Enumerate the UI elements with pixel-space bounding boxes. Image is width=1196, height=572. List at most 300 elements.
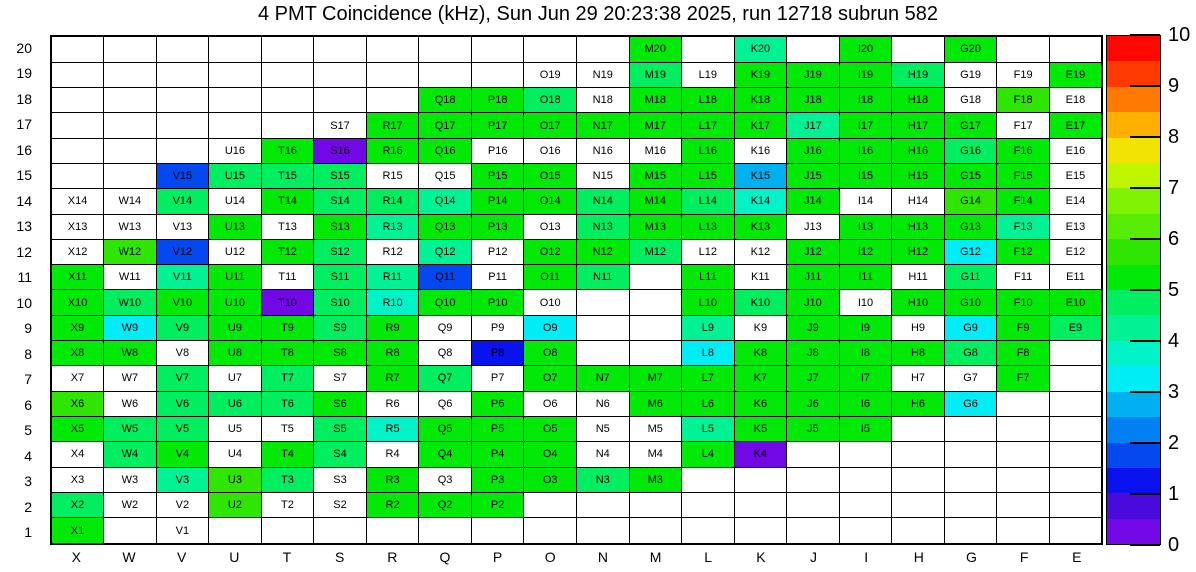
heatmap-cell-L11: L11 bbox=[682, 265, 735, 290]
heatmap-cell-G11: G11 bbox=[944, 265, 997, 290]
heatmap-cell-N13: N13 bbox=[576, 214, 629, 239]
x-axis-label: T bbox=[282, 549, 292, 565]
heatmap-cell-S11: S11 bbox=[314, 265, 367, 290]
heatmap-cell-L13: L13 bbox=[682, 214, 735, 239]
colorbar-band bbox=[1107, 214, 1160, 239]
heatmap-cell-J11: J11 bbox=[787, 265, 840, 290]
heatmap-cell-X7: X7 bbox=[51, 366, 104, 391]
y-axis-label: 13 bbox=[16, 218, 32, 235]
heatmap-cell-U9: U9 bbox=[209, 315, 262, 340]
heatmap-cell-Q13: Q13 bbox=[419, 214, 472, 239]
heatmap-cell-Q3: Q3 bbox=[419, 467, 472, 492]
heatmap-cell-P11: P11 bbox=[471, 265, 524, 290]
heatmap-cell-L5: L5 bbox=[682, 416, 735, 441]
heatmap-cell-V4: V4 bbox=[156, 442, 209, 467]
colorbar-tick bbox=[1130, 340, 1160, 342]
heatmap-cell-empty bbox=[787, 36, 840, 62]
heatmap-cell-N6: N6 bbox=[576, 391, 629, 416]
heatmap-cell-empty bbox=[682, 518, 735, 544]
heatmap-cell-empty bbox=[261, 518, 314, 544]
y-axis-label: 4 bbox=[24, 447, 32, 464]
heatmap-cell-empty bbox=[839, 442, 892, 467]
heatmap-cell-U11: U11 bbox=[209, 265, 262, 290]
heatmap-cell-empty bbox=[629, 315, 682, 340]
heatmap-cell-empty bbox=[104, 113, 157, 138]
heatmap-cell-F8: F8 bbox=[997, 341, 1050, 366]
heatmap-cell-empty bbox=[51, 62, 104, 87]
colorbar-tick-label: 9 bbox=[1168, 75, 1180, 97]
heatmap-cell-empty bbox=[261, 36, 314, 62]
heatmap-cell-M3: M3 bbox=[629, 467, 682, 492]
heatmap-cell-P4: P4 bbox=[471, 442, 524, 467]
heatmap-cell-Q5: Q5 bbox=[419, 416, 472, 441]
heatmap-cell-empty bbox=[524, 36, 577, 62]
y-axis-label: 17 bbox=[16, 116, 32, 133]
heatmap-cell-M12: M12 bbox=[629, 239, 682, 264]
heatmap-cell-Q11: Q11 bbox=[419, 265, 472, 290]
heatmap-cell-G20: G20 bbox=[944, 36, 997, 62]
heatmap-cell-P9: P9 bbox=[471, 315, 524, 340]
colorbar-band bbox=[1107, 163, 1160, 188]
heatmap-cell-Q10: Q10 bbox=[419, 290, 472, 315]
heatmap-cell-R17: R17 bbox=[366, 113, 419, 138]
heatmap-cell-O17: O17 bbox=[524, 113, 577, 138]
heatmap-cell-M17: M17 bbox=[629, 113, 682, 138]
colorbar-tick-label: 5 bbox=[1168, 279, 1180, 301]
heatmap-cell-empty bbox=[734, 467, 787, 492]
heatmap-cell-empty bbox=[366, 88, 419, 113]
heatmap-cell-L6: L6 bbox=[682, 391, 735, 416]
heatmap-cell-empty bbox=[892, 492, 945, 517]
colorbar-band bbox=[1107, 392, 1160, 417]
heatmap-cell-empty bbox=[104, 138, 157, 163]
colorbar-band bbox=[1107, 112, 1160, 137]
colorbar-tick-label: 1 bbox=[1168, 483, 1180, 505]
heatmap-cell-T6: T6 bbox=[261, 391, 314, 416]
heatmap-cell-empty bbox=[419, 36, 472, 62]
heatmap-cell-O4: O4 bbox=[524, 442, 577, 467]
heatmap-cell-empty bbox=[997, 36, 1050, 62]
heatmap-cell-O12: O12 bbox=[524, 239, 577, 264]
heatmap-cell-S8: S8 bbox=[314, 341, 367, 366]
heatmap-cell-F18: F18 bbox=[997, 88, 1050, 113]
heatmap-cell-I10: I10 bbox=[839, 290, 892, 315]
heatmap-cell-T5: T5 bbox=[261, 416, 314, 441]
heatmap-cell-G6: G6 bbox=[944, 391, 997, 416]
heatmap-cell-empty bbox=[314, 518, 367, 544]
heatmap-cell-Q7: Q7 bbox=[419, 366, 472, 391]
colorbar-tick-label: 10 bbox=[1168, 24, 1191, 46]
heatmap-cell-empty bbox=[997, 442, 1050, 467]
x-axis-label: K bbox=[756, 549, 766, 565]
heatmap-cell-K13: K13 bbox=[734, 214, 787, 239]
heatmap-cell-empty bbox=[1049, 442, 1102, 467]
y-axis-label: 6 bbox=[24, 396, 32, 413]
heatmap-cell-empty bbox=[419, 62, 472, 87]
heatmap-cell-empty bbox=[104, 518, 157, 544]
heatmap-cell-Q15: Q15 bbox=[419, 163, 472, 188]
heatmap-cell-Q16: Q16 bbox=[419, 138, 472, 163]
heatmap-cell-J13: J13 bbox=[787, 214, 840, 239]
heatmap-cell-empty bbox=[629, 265, 682, 290]
colorbar-tick bbox=[1130, 391, 1160, 393]
y-axis-label: 15 bbox=[16, 167, 32, 184]
heatmap-cell-S4: S4 bbox=[314, 442, 367, 467]
heatmap-cell-J7: J7 bbox=[787, 366, 840, 391]
heatmap-cell-empty bbox=[944, 518, 997, 544]
colorbar-tick bbox=[1130, 34, 1160, 36]
heatmap-cell-R14: R14 bbox=[366, 189, 419, 214]
colorbar-band bbox=[1107, 519, 1160, 544]
y-axis-label: 14 bbox=[16, 192, 32, 209]
heatmap-cell-O13: O13 bbox=[524, 214, 577, 239]
heatmap-cell-empty bbox=[104, 62, 157, 87]
heatmap-cell-R16: R16 bbox=[366, 138, 419, 163]
y-axis-label: 9 bbox=[24, 320, 32, 337]
heatmap-cell-empty bbox=[629, 341, 682, 366]
heatmap-cell-empty bbox=[471, 518, 524, 544]
heatmap-cell-K15: K15 bbox=[734, 163, 787, 188]
heatmap-cell-W13: W13 bbox=[104, 214, 157, 239]
heatmap-cell-L18: L18 bbox=[682, 88, 735, 113]
heatmap-cell-empty bbox=[104, 163, 157, 188]
heatmap-cell-M19: M19 bbox=[629, 62, 682, 87]
colorbar-tick-label: 3 bbox=[1168, 381, 1180, 403]
heatmap-cell-W8: W8 bbox=[104, 341, 157, 366]
heatmap-cell-P12: P12 bbox=[471, 239, 524, 264]
heatmap-cell-S2: S2 bbox=[314, 492, 367, 517]
heatmap-cell-empty bbox=[682, 467, 735, 492]
heatmap-cell-E19: E19 bbox=[1049, 62, 1102, 87]
heatmap-cell-U5: U5 bbox=[209, 416, 262, 441]
heatmap-cell-R11: R11 bbox=[366, 265, 419, 290]
heatmap-cell-W14: W14 bbox=[104, 189, 157, 214]
heatmap-cell-S10: S10 bbox=[314, 290, 367, 315]
heatmap-cell-P6: P6 bbox=[471, 391, 524, 416]
heatmap-cell-X10: X10 bbox=[51, 290, 104, 315]
heatmap-cell-V8: V8 bbox=[156, 341, 209, 366]
colorbar-band bbox=[1107, 239, 1160, 264]
heatmap-cell-J10: J10 bbox=[787, 290, 840, 315]
heatmap-cell-N3: N3 bbox=[576, 467, 629, 492]
heatmap-cell-K14: K14 bbox=[734, 189, 787, 214]
heatmap-cell-W9: W9 bbox=[104, 315, 157, 340]
colorbar-band bbox=[1107, 138, 1160, 163]
heatmap-cell-J16: J16 bbox=[787, 138, 840, 163]
heatmap-cell-M15: M15 bbox=[629, 163, 682, 188]
heatmap-cell-empty bbox=[787, 492, 840, 517]
heatmap-cell-L16: L16 bbox=[682, 138, 735, 163]
heatmap-cell-P14: P14 bbox=[471, 189, 524, 214]
colorbar-band bbox=[1107, 36, 1160, 61]
heatmap-cell-S15: S15 bbox=[314, 163, 367, 188]
colorbar-band bbox=[1107, 315, 1160, 340]
heatmap-cell-H19: H19 bbox=[892, 62, 945, 87]
heatmap-cell-L19: L19 bbox=[682, 62, 735, 87]
heatmap-cell-S16: S16 bbox=[314, 138, 367, 163]
heatmap-cell-T14: T14 bbox=[261, 189, 314, 214]
heatmap-cell-J15: J15 bbox=[787, 163, 840, 188]
heatmap-cell-W6: W6 bbox=[104, 391, 157, 416]
heatmap-cell-empty bbox=[156, 138, 209, 163]
heatmap-cell-empty bbox=[839, 467, 892, 492]
heatmap-cell-V3: V3 bbox=[156, 467, 209, 492]
heatmap-cell-empty bbox=[314, 36, 367, 62]
heatmap-cell-P2: P2 bbox=[471, 492, 524, 517]
heatmap-cell-O18: O18 bbox=[524, 88, 577, 113]
y-axis-label: 8 bbox=[24, 345, 32, 362]
heatmap-cell-M4: M4 bbox=[629, 442, 682, 467]
heatmap-cell-empty bbox=[787, 442, 840, 467]
heatmap-cell-empty bbox=[839, 492, 892, 517]
colorbar-band bbox=[1107, 290, 1160, 315]
heatmap-cell-S9: S9 bbox=[314, 315, 367, 340]
x-axis-label: N bbox=[597, 549, 608, 565]
x-axis-label: H bbox=[913, 549, 924, 565]
heatmap-cell-I9: I9 bbox=[839, 315, 892, 340]
heatmap-cell-N4: N4 bbox=[576, 442, 629, 467]
heatmap-cell-G9: G9 bbox=[944, 315, 997, 340]
heatmap-cell-P18: P18 bbox=[471, 88, 524, 113]
heatmap-grid bbox=[50, 35, 1103, 545]
heatmap-cell-K5: K5 bbox=[734, 416, 787, 441]
x-axis-label: E bbox=[1072, 549, 1082, 565]
heatmap-cell-N11: N11 bbox=[576, 265, 629, 290]
heatmap-cell-G16: G16 bbox=[944, 138, 997, 163]
heatmap-cell-F14: F14 bbox=[997, 189, 1050, 214]
colorbar-band bbox=[1107, 87, 1160, 112]
heatmap-cell-R2: R2 bbox=[366, 492, 419, 517]
heatmap-cell-J12: J12 bbox=[787, 239, 840, 264]
heatmap-cell-F12: F12 bbox=[997, 239, 1050, 264]
heatmap-cell-empty bbox=[156, 36, 209, 62]
heatmap-cell-R13: R13 bbox=[366, 214, 419, 239]
y-axis-labels bbox=[0, 35, 46, 545]
heatmap-cell-H9: H9 bbox=[892, 315, 945, 340]
heatmap-cell-V15: V15 bbox=[156, 163, 209, 188]
heatmap-cell-Q18: Q18 bbox=[419, 88, 472, 113]
y-axis-label: 16 bbox=[16, 141, 32, 158]
heatmap-cell-empty bbox=[51, 88, 104, 113]
y-axis-label: 3 bbox=[24, 473, 32, 490]
heatmap-cell-empty bbox=[997, 518, 1050, 544]
x-axis-label: S bbox=[334, 549, 345, 565]
heatmap-cell-M13: M13 bbox=[629, 214, 682, 239]
heatmap-cell-H10: H10 bbox=[892, 290, 945, 315]
heatmap-cell-H13: H13 bbox=[892, 214, 945, 239]
heatmap-cell-empty bbox=[1049, 36, 1102, 62]
heatmap-cell-empty bbox=[314, 62, 367, 87]
heatmap-cell-H14: H14 bbox=[892, 189, 945, 214]
heatmap-cell-N15: N15 bbox=[576, 163, 629, 188]
heatmap-cell-L14: L14 bbox=[682, 189, 735, 214]
heatmap-cell-empty bbox=[366, 62, 419, 87]
heatmap-cell-X9: X9 bbox=[51, 315, 104, 340]
heatmap-cell-F9: F9 bbox=[997, 315, 1050, 340]
heatmap-cell-N5: N5 bbox=[576, 416, 629, 441]
x-axis-label: J bbox=[810, 549, 818, 565]
y-axis-label: 11 bbox=[17, 269, 32, 286]
heatmap-cell-S17: S17 bbox=[314, 113, 367, 138]
colorbar-tick bbox=[1130, 544, 1160, 546]
heatmap-cell-K7: K7 bbox=[734, 366, 787, 391]
heatmap-cell-empty bbox=[576, 492, 629, 517]
heatmap-cell-O19: O19 bbox=[524, 62, 577, 87]
heatmap-cell-G18: G18 bbox=[944, 88, 997, 113]
heatmap-cell-empty bbox=[104, 88, 157, 113]
heatmap-cell-R10: R10 bbox=[366, 290, 419, 315]
heatmap-cell-O8: O8 bbox=[524, 341, 577, 366]
heatmap-cell-empty bbox=[734, 518, 787, 544]
heatmap-cell-empty bbox=[997, 492, 1050, 517]
heatmap-cell-X13: X13 bbox=[51, 214, 104, 239]
heatmap-cell-empty bbox=[576, 341, 629, 366]
y-axis-label: 18 bbox=[16, 90, 32, 107]
heatmap-cell-empty bbox=[734, 492, 787, 517]
heatmap-cell-R8: R8 bbox=[366, 341, 419, 366]
heatmap-cell-U15: U15 bbox=[209, 163, 262, 188]
heatmap-cell-O6: O6 bbox=[524, 391, 577, 416]
x-axis-label: O bbox=[544, 549, 556, 565]
heatmap-cell-O16: O16 bbox=[524, 138, 577, 163]
colorbar-tick bbox=[1130, 442, 1160, 444]
heatmap-cell-Q12: Q12 bbox=[419, 239, 472, 264]
heatmap-cell-empty bbox=[839, 518, 892, 544]
heatmap-cell-S5: S5 bbox=[314, 416, 367, 441]
heatmap-cell-X4: X4 bbox=[51, 442, 104, 467]
heatmap-cell-empty bbox=[892, 518, 945, 544]
heatmap-cell-V10: V10 bbox=[156, 290, 209, 315]
x-axis-label: R bbox=[387, 549, 398, 565]
heatmap-cell-empty bbox=[156, 62, 209, 87]
heatmap-cell-J6: J6 bbox=[787, 391, 840, 416]
heatmap-cell-L15: L15 bbox=[682, 163, 735, 188]
heatmap-cell-F7: F7 bbox=[997, 366, 1050, 391]
heatmap-cell-T12: T12 bbox=[261, 239, 314, 264]
heatmap-cell-empty bbox=[51, 113, 104, 138]
heatmap-cell-F19: F19 bbox=[997, 62, 1050, 87]
heatmap-cell-I18: I18 bbox=[839, 88, 892, 113]
heatmap-cell-empty bbox=[629, 290, 682, 315]
heatmap-cell-T10: T10 bbox=[261, 290, 314, 315]
heatmap-cell-J17: J17 bbox=[787, 113, 840, 138]
colorbar-tick bbox=[1130, 136, 1160, 138]
heatmap-cell-Q14: Q14 bbox=[419, 189, 472, 214]
heatmap-cell-Q4: Q4 bbox=[419, 442, 472, 467]
heatmap-cell-S12: S12 bbox=[314, 239, 367, 264]
heatmap-cell-W12: W12 bbox=[104, 239, 157, 264]
heatmap-cell-X12: X12 bbox=[51, 239, 104, 264]
heatmap-cell-G10: G10 bbox=[944, 290, 997, 315]
heatmap-cell-empty bbox=[944, 467, 997, 492]
heatmap-cell-U12: U12 bbox=[209, 239, 262, 264]
heatmap-cell-O14: O14 bbox=[524, 189, 577, 214]
heatmap-cell-R12: R12 bbox=[366, 239, 419, 264]
heatmap-cell-empty bbox=[156, 113, 209, 138]
y-axis-label: 2 bbox=[24, 498, 32, 515]
heatmap-cell-O5: O5 bbox=[524, 416, 577, 441]
heatmap-cell-empty bbox=[576, 290, 629, 315]
heatmap-cell-V12: V12 bbox=[156, 239, 209, 264]
heatmap-cell-empty bbox=[209, 113, 262, 138]
heatmap-cell-U8: U8 bbox=[209, 341, 262, 366]
heatmap-cell-X3: X3 bbox=[51, 467, 104, 492]
heatmap-cell-U7: U7 bbox=[209, 366, 262, 391]
heatmap-cell-empty bbox=[261, 62, 314, 87]
heatmap-cell-P16: P16 bbox=[471, 138, 524, 163]
heatmap-cell-empty bbox=[629, 518, 682, 544]
heatmap-cell-V7: V7 bbox=[156, 366, 209, 391]
heatmap-cell-W2: W2 bbox=[104, 492, 157, 517]
heatmap-cell-I14: I14 bbox=[839, 189, 892, 214]
heatmap-cell-I20: I20 bbox=[839, 36, 892, 62]
x-axis-label: U bbox=[229, 549, 240, 565]
heatmap-cell-J14: J14 bbox=[787, 189, 840, 214]
heatmap-cell-O11: O11 bbox=[524, 265, 577, 290]
heatmap-cell-I6: I6 bbox=[839, 391, 892, 416]
heatmap-cell-R3: R3 bbox=[366, 467, 419, 492]
heatmap-cell-E18: E18 bbox=[1049, 88, 1102, 113]
heatmap-cell-M5: M5 bbox=[629, 416, 682, 441]
heatmap-cell-X6: X6 bbox=[51, 391, 104, 416]
heatmap-cell-R9: R9 bbox=[366, 315, 419, 340]
heatmap-cell-L17: L17 bbox=[682, 113, 735, 138]
heatmap-cell-empty bbox=[314, 88, 367, 113]
x-axis-label: I bbox=[864, 549, 869, 565]
heatmap-cell-J9: J9 bbox=[787, 315, 840, 340]
heatmap-cell-V11: V11 bbox=[156, 265, 209, 290]
heatmap-cell-E12: E12 bbox=[1049, 239, 1102, 264]
heatmap-cell-G7: G7 bbox=[944, 366, 997, 391]
heatmap-cell-I16: I16 bbox=[839, 138, 892, 163]
heatmap-cell-P3: P3 bbox=[471, 467, 524, 492]
x-axis-label: L bbox=[704, 549, 713, 565]
heatmap-cell-N17: N17 bbox=[576, 113, 629, 138]
heatmap-cell-K8: K8 bbox=[734, 341, 787, 366]
heatmap-cell-U13: U13 bbox=[209, 214, 262, 239]
heatmap-cell-empty bbox=[629, 492, 682, 517]
heatmap-cell-empty bbox=[261, 88, 314, 113]
x-axis-label: W bbox=[122, 549, 136, 565]
heatmap-cell-H7: H7 bbox=[892, 366, 945, 391]
heatmap-cell-T4: T4 bbox=[261, 442, 314, 467]
heatmap-cell-T7: T7 bbox=[261, 366, 314, 391]
heatmap-cell-G13: G13 bbox=[944, 214, 997, 239]
heatmap-cell-N18: N18 bbox=[576, 88, 629, 113]
heatmap-cell-F13: F13 bbox=[997, 214, 1050, 239]
heatmap-cell-K16: K16 bbox=[734, 138, 787, 163]
heatmap-cell-G14: G14 bbox=[944, 189, 997, 214]
heatmap-cell-K9: K9 bbox=[734, 315, 787, 340]
colorbar-band bbox=[1107, 188, 1160, 213]
heatmap-cell-I19: I19 bbox=[839, 62, 892, 87]
heatmap-cell-empty bbox=[209, 36, 262, 62]
heatmap-cell-M6: M6 bbox=[629, 391, 682, 416]
heatmap-cell-W11: W11 bbox=[104, 265, 157, 290]
heatmap-cell-X5: X5 bbox=[51, 416, 104, 441]
heatmap-cell-J8: J8 bbox=[787, 341, 840, 366]
heatmap-cell-empty bbox=[576, 36, 629, 62]
heatmap-cell-M14: M14 bbox=[629, 189, 682, 214]
heatmap-cell-K11: K11 bbox=[734, 265, 787, 290]
heatmap-cell-empty bbox=[209, 62, 262, 87]
heatmap-cell-X11: X11 bbox=[51, 265, 104, 290]
heatmap-cell-R7: R7 bbox=[366, 366, 419, 391]
y-axis-label: 19 bbox=[16, 65, 32, 82]
heatmap-cell-empty bbox=[576, 315, 629, 340]
heatmap-cell-R5: R5 bbox=[366, 416, 419, 441]
heatmap-cell-empty bbox=[944, 492, 997, 517]
